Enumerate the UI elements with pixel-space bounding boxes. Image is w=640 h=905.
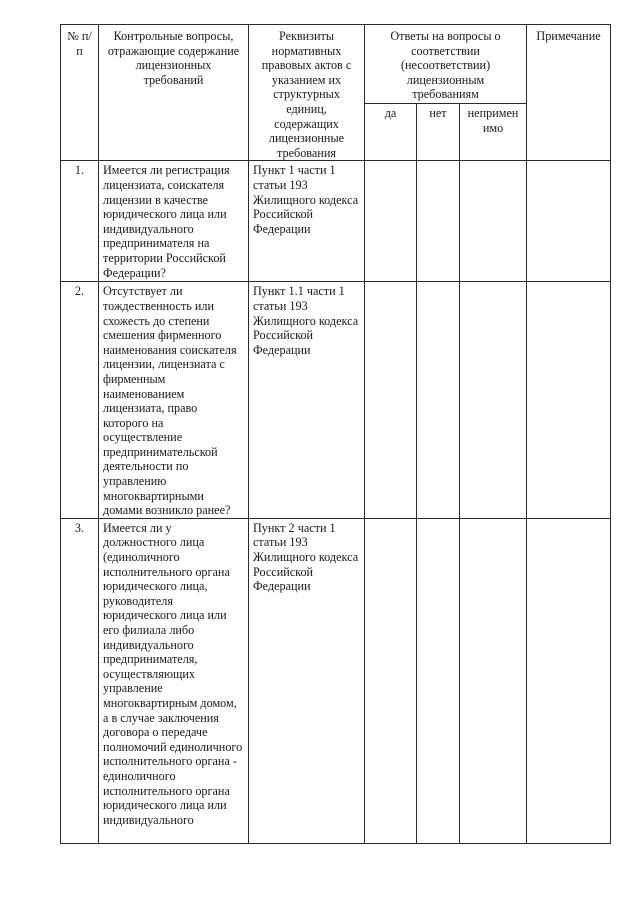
row-number: 1. [61, 161, 99, 282]
answer-na-cell[interactable] [460, 282, 527, 519]
answer-na-cell[interactable] [460, 161, 527, 282]
row-question: Отсутствует ли тождественность или схожесть до степени смешения фирменного наименования соискателя лицензии, лицензиата с фирменным наименованием лицензиата, право которого на осуществление предпринимательской деятельности по управлению многоквартирными домами возникло ранее? [99, 282, 249, 519]
table-row [61, 518, 611, 843]
header-answer-na: неприменимо [460, 104, 527, 161]
license-checklist-table [60, 24, 611, 844]
answer-no-cell[interactable] [417, 518, 460, 843]
row-question [99, 518, 249, 843]
header-notes: Примечание [527, 25, 611, 161]
answer-no-cell[interactable] [417, 161, 460, 282]
notes-cell[interactable] [527, 518, 611, 843]
table-row [61, 161, 611, 282]
notes-cell[interactable] [527, 282, 611, 519]
row-question: Имеется ли регистрация лицензиата, соискателя лицензии в качестве юридического лица или индивидуального предпринимателя на территории Российской Федерации? [99, 161, 249, 282]
header-answers: Ответы на вопросы о соответствии (несоответствии) лицензионным требованиям [365, 25, 527, 104]
answer-yes-cell[interactable] [365, 282, 417, 519]
table-row [61, 282, 611, 519]
row-requisite: Пункт 2 части 1 статьи 193 Жилищного кодекса Российской Федерации [249, 518, 365, 843]
header-number: № п/п [61, 25, 99, 161]
header-answer-no: нет [417, 104, 460, 161]
row-requisite: Пункт 1.1 части 1 статьи 193 Жилищного кодекса Российской Федерации [249, 282, 365, 519]
row-number: 2. [61, 282, 99, 519]
row-number: 3. [61, 518, 99, 843]
answer-na-cell[interactable] [460, 518, 527, 843]
row-requisite: Пункт 1 части 1 статьи 193 Жилищного кодекса Российской Федерации [249, 161, 365, 282]
answer-no-cell[interactable] [417, 282, 460, 519]
header-questions: Контрольные вопросы, отражающие содержание лицензионных требований [99, 25, 249, 161]
notes-cell[interactable] [527, 161, 611, 282]
answer-yes-cell[interactable] [365, 518, 417, 843]
row-question-text: Имеется ли у должностного лица (единоличного исполнительного органа юридического лица, руководителя юридического лица или его филиала либо индивидуального предпринимателя, осуществляющих управление многоквартирным домом, а в случае заключения договора о передаче полномочий единоличного исполнительного органа - единоличного исполнительного органа юридического лица или индивидуального [103, 520, 243, 827]
answer-yes-cell[interactable] [365, 161, 417, 282]
header-answer-yes: да [365, 104, 417, 161]
header-requisites: Реквизиты нормативных правовых актов с указанием их структурных единиц, содержащих лицензионные требования [249, 25, 365, 161]
